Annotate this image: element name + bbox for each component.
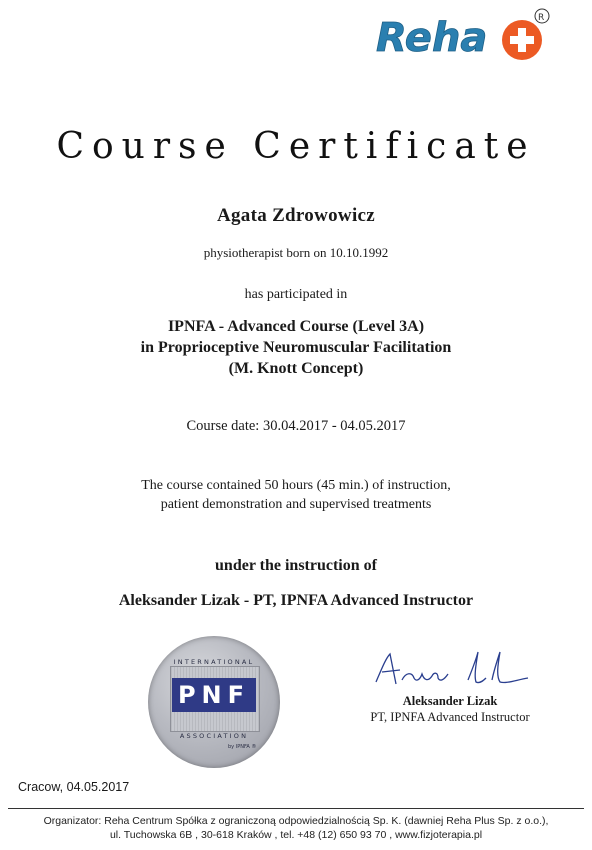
- reha-logo-text: Reha: [376, 15, 488, 61]
- instructor-name-line: Aleksander Lizak - PT, IPNFA Advanced Instructor: [118, 592, 474, 609]
- signatory-title: PT, IPNFA Advanced Instructor: [370, 710, 530, 724]
- course-name: [0, 316, 592, 379]
- course-line-2: in Proprioceptive Neuromuscular Facilitation: [140, 339, 452, 356]
- seal-bottom-text: ASSOCIATION: [179, 732, 249, 740]
- participant-name: Agata Zdrowowicz: [216, 205, 375, 226]
- svg-text:R: R: [538, 13, 545, 23]
- course-date: Course date: 30.04.2017 - 04.05.2017: [186, 418, 406, 434]
- signatory-name: Aleksander Lizak: [402, 694, 498, 708]
- contents-line-1: The course contained 50 hours (45 min.) of instruction,: [141, 478, 451, 493]
- participated-text: has participated in: [244, 287, 348, 302]
- reha-logo: [372, 6, 582, 64]
- seal-pnf-text: PNF: [172, 678, 256, 712]
- under-instruction-heading: under the instruction of: [215, 557, 377, 574]
- footer-line-2: ul. Tuchowska 6B , 30-618 Kraków , tel. +48 (12) 650 93 70 , www.fizjoterapia.pl: [109, 829, 483, 841]
- place-and-date: Cracow, 04.05.2017: [18, 780, 130, 794]
- seal-by-text: by IPNFA ®: [228, 744, 257, 750]
- organizer-footer: [0, 814, 592, 842]
- footer-line-1: Organizator: Reha Centrum Spółka z ograniczoną odpowiedzialnością Sp. K. (dawniej Reha Plus Sp. z o.o.),: [43, 815, 549, 827]
- course-line-3: (M. Knott Concept): [228, 360, 364, 377]
- contents-line-2: patient demonstration and supervised treatments: [160, 497, 432, 512]
- handwritten-signature: [372, 650, 532, 690]
- course-line-1: IPNFA - Advanced Course (Level 3A): [167, 318, 425, 335]
- participant-info: physiotherapist born on 10.10.1992: [203, 245, 389, 260]
- certificate-title: Course Certificate: [56, 126, 536, 167]
- seal-top-text: INTERNATIONAL: [173, 658, 255, 666]
- footer-divider: [8, 808, 584, 809]
- course-contents: [0, 476, 592, 514]
- ipnfa-seal: [148, 636, 280, 768]
